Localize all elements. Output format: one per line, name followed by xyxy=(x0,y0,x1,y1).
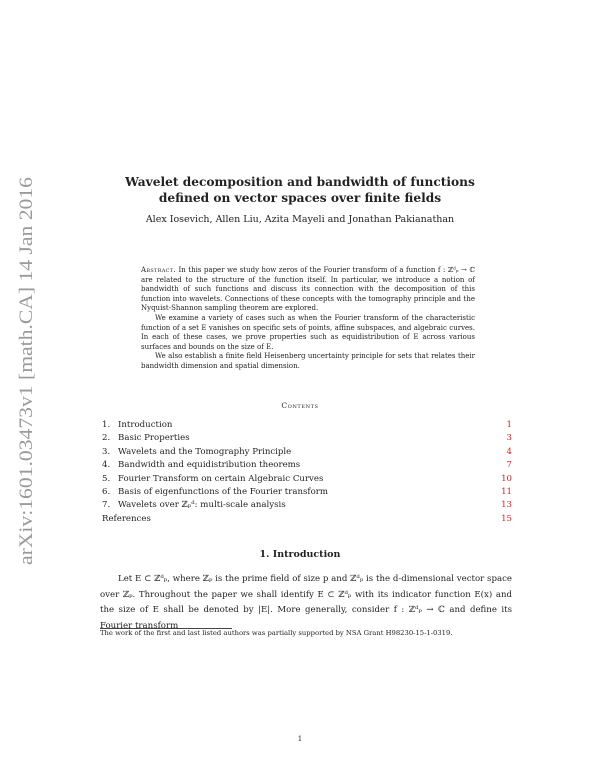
section-heading: 1. Introduction xyxy=(259,549,341,560)
toc-title: References xyxy=(102,513,151,524)
introduction-paragraph: Let E ⊂ ℤᵈₚ, where ℤₚ is the prime field of size p and ℤᵈₚ is the d-dimensional vector space over ℤₚ. Throughout the paper we shall identify E ⊂ ℤᵈₚ with its indicator function E(x) and the size of E shall be denoted by |E|. More generally, consider f : ℤᵈₚ → ℂ and define its Fourier transform xyxy=(100,574,512,631)
toc-number: 4. xyxy=(102,460,111,471)
toc-title: Bandwidth and equidistribution theorems xyxy=(118,460,301,471)
abstract-label: Abstract. xyxy=(141,266,176,274)
toc-entry[interactable] xyxy=(102,432,512,445)
table-of-contents xyxy=(102,419,512,526)
toc-entry[interactable] xyxy=(102,459,512,472)
toc-title: Fourier Transform on certain Algebraic Curves xyxy=(118,473,324,484)
toc-page-link[interactable]: 4 xyxy=(506,446,512,457)
toc-page-link[interactable]: 1 xyxy=(506,420,512,430)
arxiv-identifier-stamp xyxy=(14,175,38,565)
toc-number: 7. xyxy=(102,500,111,511)
toc-number: 3. xyxy=(102,446,111,457)
toc-number: 5. xyxy=(102,473,111,484)
abstract-paragraph-3: We also establish a finite field Heisenberg uncertainty principle for sets that relates their bandwidth dimension and spatial dimension. xyxy=(141,352,475,370)
arxiv-stamp-text: arXiv:1601.03473v1 [math.CA] 14 Jan 2016 xyxy=(16,224,37,565)
paper-title: Wavelet decomposition and bandwidth of functions defined on vector spaces over finite fields xyxy=(125,175,475,205)
footnote: The work of the first and last listed authors was partially supported by NSA Grant H98230-15-1-0319. xyxy=(100,629,453,637)
toc-entry[interactable] xyxy=(102,473,512,486)
abstract-paragraph-1 xyxy=(141,266,475,314)
toc-number: 2. xyxy=(102,433,111,444)
toc-title: Basis of eigenfunctions of the Fourier transform xyxy=(118,486,329,497)
toc-title: Basic Properties xyxy=(118,433,190,444)
toc-entry[interactable] xyxy=(102,419,512,432)
toc-entry[interactable] xyxy=(102,513,512,526)
contents-heading: Contents xyxy=(281,401,319,410)
toc-title: Wavelets and the Tomography Principle xyxy=(118,446,292,457)
paper-authors: Alex Iosevich, Allen Liu, Azita Mayeli and Jonathan Pakianathan xyxy=(145,214,455,225)
toc-page-link[interactable]: 15 xyxy=(501,513,512,524)
toc-page-link[interactable]: 3 xyxy=(506,433,512,444)
abstract-paragraph-2: We examine a variety of cases such as when the Fourier transform of the characteristic function of a set E vanishes on specific sets of points, affine subspaces, and algebraic curves. In each of these cases, we prove properties such as equidistribution of E across various surfaces and bounds on the size of E. xyxy=(141,313,475,351)
toc-title: Introduction xyxy=(118,420,173,430)
toc-number: 1. xyxy=(102,420,111,430)
toc-entry[interactable] xyxy=(102,499,512,512)
toc-page-link[interactable]: 10 xyxy=(501,473,512,484)
abstract xyxy=(141,266,475,372)
toc-entry[interactable] xyxy=(102,486,512,499)
page-number: 1 xyxy=(297,735,303,743)
toc-page-link[interactable]: 11 xyxy=(501,486,512,497)
introduction-text xyxy=(100,572,512,634)
toc-page-link[interactable]: 13 xyxy=(501,500,512,511)
abstract-text-1: In this paper we study how zeros of the Fourier transform of a function f : ℤᵈₚ → ℂ are related to the structure of the function itself. In particular, we introduce a notion of bandwidth of such functions and discuss its connection with the decomposition of this function into wavelets. Connections of these concepts with the tomography principle and the Nyquist-Shannon sampling theorem are explored. xyxy=(141,266,475,313)
toc-title: Wavelets over ℤₚᵈ: multi-scale analysis xyxy=(118,500,286,511)
toc-number: 6. xyxy=(102,486,111,497)
toc-page-link[interactable]: 7 xyxy=(506,460,512,471)
arxiv-stamp-svg xyxy=(14,175,38,565)
toc-entry[interactable] xyxy=(102,446,512,459)
